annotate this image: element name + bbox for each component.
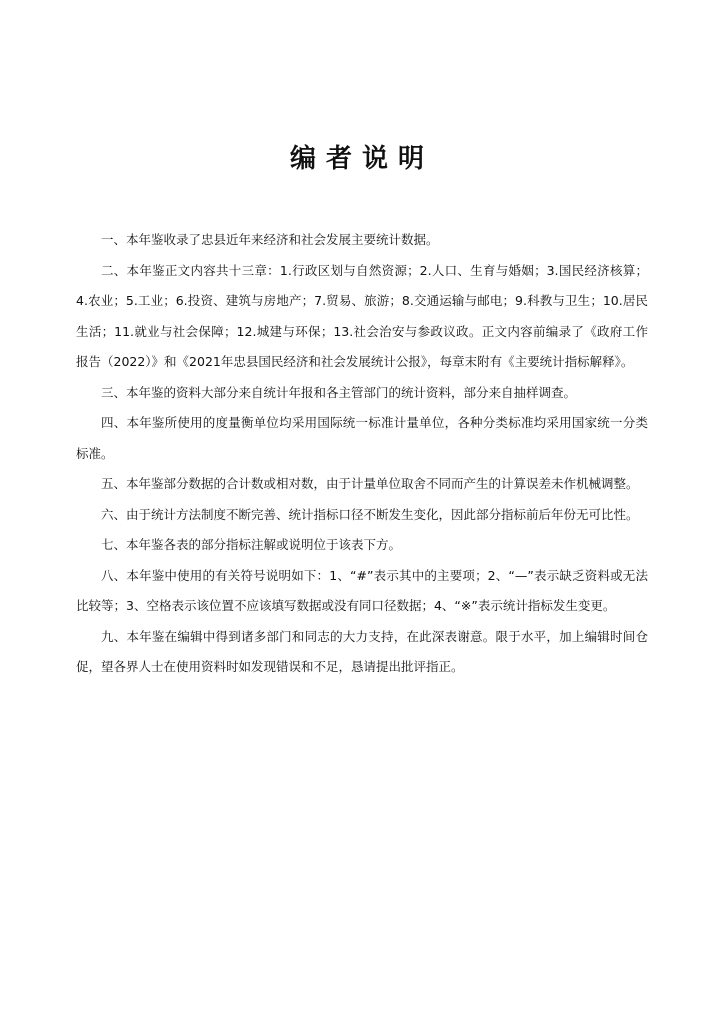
paragraph-6: 六、由于统计方法制度不断完善、统计指标口径不断发生变化，因此部分指标前后年份无可比性。	[101, 506, 639, 522]
paragraph-7: 七、本年鉴各表的部分指标注解或说明位于该表下方。	[101, 537, 402, 552]
paragraph-8: 八、本年鉴中使用的有关符号说明如下：1、“#”表示其中的主要项；2、“—”表示缺乏资料或无法比较等；3、空格表示该位置不应该填写数据或没有同口径数据；4、“※”表示统计指标发生变更。	[76, 567, 648, 613]
document-body	[76, 225, 648, 683]
paragraph-9: 九、本年鉴在编辑中得到诸多部门和同志的大力支持，在此深表谢意。限于水平，加上编辑时间仓促，望各界人士在使用资料时如发现错误和不足，恳请提出批评指正。	[76, 628, 648, 674]
paragraph-5: 五、本年鉴部分数据的合计数或相对数，由于计量单位取舍不同而产生的计算误差未作机械调整。	[101, 476, 639, 491]
paragraph-4: 四、本年鉴所使用的度量衡单位均采用国际统一标准计量单位，各种分类标准均采用国家统一分类标准。	[76, 415, 648, 461]
paragraph-3: 三、本年鉴的资料大部分来自统计年报和各主管部门的统计资料，部分来自抽样调查。	[101, 384, 577, 400]
paragraph-1: 一、本年鉴收录了忠县近年来经济和社会发展主要统计数据。	[101, 232, 439, 247]
page-title: 编者说明	[289, 144, 434, 174]
paragraph-2: 二、本年鉴正文内容共十三章：1.行政区划与自然资源；2.人口、生育与婚姻；3.国民经济核算；4.农业；5.工业；6.投资、建筑与房地产；7.贸易、旅游；8.交通运输与邮电；9.科教与卫生；10.居民生活；11.就业与社会保障；12.城建与环保；13.社会治安与参政议政。正文内容前编录了《政府工作报告（2022）》和《2021年忠县国民经济和社会发展统计公报》，每章末附有《主要统计指标解释》。	[76, 262, 648, 369]
